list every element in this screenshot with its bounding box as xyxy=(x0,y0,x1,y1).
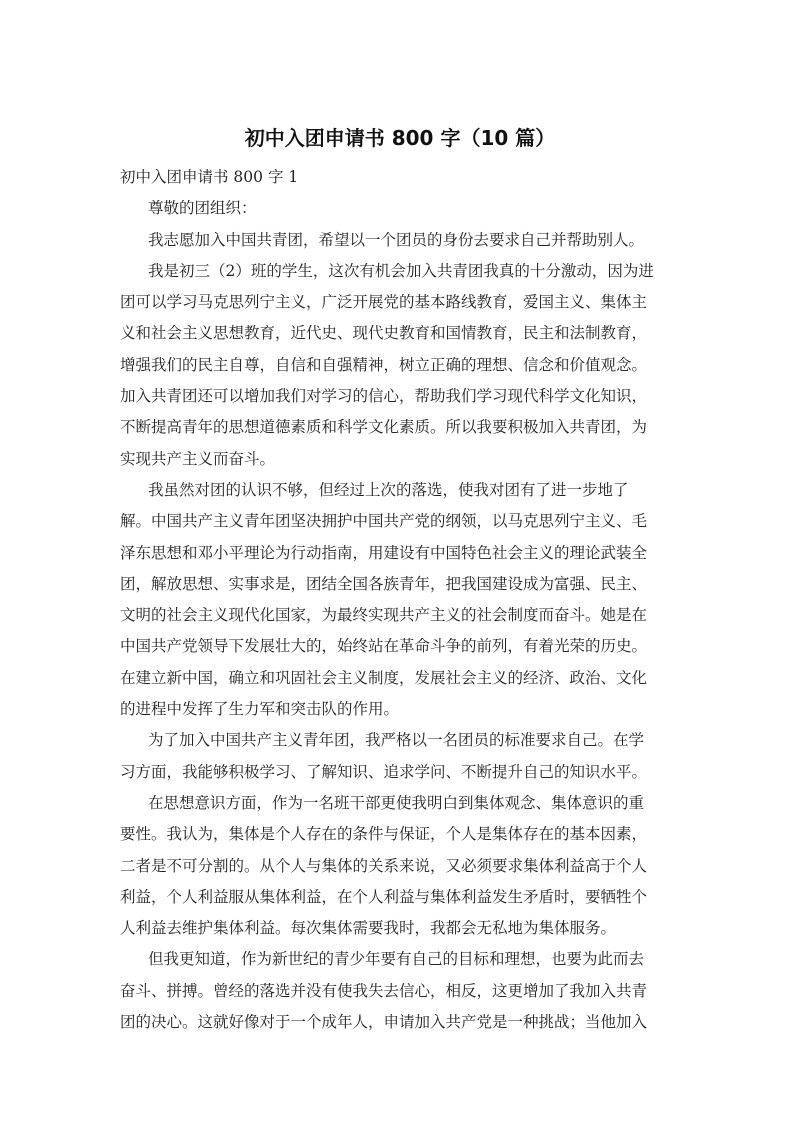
paragraph-line: 要性。我认为，集体是个人存在的条件与保证，个人是集体存在的基本因素， xyxy=(120,825,648,844)
paragraph-line: 义和社会主义思想教育，近代史、现代史教育和国情教育，民主和法制教育， xyxy=(120,324,648,343)
paragraph-line: 团的决心。这就好像对于一个成年人，申请加入共产党是一种挑战；当他加入 xyxy=(120,1013,648,1032)
paragraph-line: 但我更知道，作为新世纪的青少年要有自己的目标和理想，也要为此而去 xyxy=(148,950,645,969)
paragraph xyxy=(120,225,800,256)
paragraph-line: 习方面，我能够积极学习、了解知识、追求学问、不断提升自己的知识水平。 xyxy=(120,762,648,781)
paragraphs xyxy=(120,193,800,1038)
paragraph-line: 我虽然对团的认识不够，但经过上次的落选，使我对团有了进一步地了 xyxy=(148,480,629,499)
paragraph xyxy=(120,193,800,224)
document-title: 初中入团申请书 800 字（10 篇） xyxy=(244,126,556,150)
paragraph-line: 奋斗、拼搏。曾经的落选并没有使我失去信心，相反，这更增加了我加入共青 xyxy=(120,981,648,1000)
paragraph-line: 我志愿加入中国共青团，希望以一个团员的身份去要求自己并帮助别人。 xyxy=(148,230,645,249)
paragraph-line: 尊敬的团组织： xyxy=(148,199,257,218)
paragraph xyxy=(120,725,800,788)
paragraph-line: 人利益去维护集体利益。每次集体需要我时，我都会无私地为集体服务。 xyxy=(120,919,617,938)
paragraph xyxy=(120,788,800,944)
document-body xyxy=(120,162,800,1038)
section-heading: 初中入团申请书 800 字 1 xyxy=(120,168,299,186)
paragraph xyxy=(120,475,800,725)
paragraph xyxy=(120,256,800,475)
paragraph xyxy=(120,944,800,1038)
paragraph-line: 不断提高青年的思想道德素质和科学文化素质。所以我要积极加入共青团，为 xyxy=(120,418,648,437)
paragraph-line: 实现共产主义而奋斗。 xyxy=(120,449,276,468)
paragraph-line: 为了加入中国共产主义青年团，我严格以一名团员的标准要求自己。在学 xyxy=(148,731,645,750)
paragraph-line: 文明的社会主义现代化国家，为最终实现共产主义的社会制度而奋斗。她是在 xyxy=(120,606,648,625)
paragraph-line: 解。中国共产主义青年团坚决拥护中国共产党的纲领，以马克思列宁主义、毛 xyxy=(120,512,648,531)
paragraph-line: 二者是不可分割的。从个人与集体的关系来说，又必须要求集体利益高于个人 xyxy=(120,856,648,875)
paragraph-line: 泽东思想和邓小平理论为行动指南，用建设有中国特色社会主义的理论武装全 xyxy=(120,543,648,562)
paragraph-line: 增强我们的民主自尊，自信和自强精神，树立正确的理想、信念和价值观念。 xyxy=(120,355,648,374)
paragraph-line: 我是初三（2）班的学生，这次有机会加入共青团我真的十分激动，因为进 xyxy=(148,261,654,280)
paragraph-line: 利益，个人利益服从集体利益，在个人利益与集体利益发生矛盾时，要牺牲个 xyxy=(120,887,648,906)
paragraph-line: 中国共产党领导下发展壮大的，始终站在革命斗争的前列，有着光荣的历史。 xyxy=(120,637,648,656)
paragraph-line: 团可以学习马克思列宁主义，广泛开展党的基本路线教育，爱国主义、集体主 xyxy=(120,293,648,312)
paragraph-line: 团，解放思想、实事求是，团结全国各族青年，把我国建设成为富强、民主、 xyxy=(120,574,648,593)
paragraph-line: 在建立新中国，确立和巩固社会主义制度，发展社会主义的经济、政治、文化 xyxy=(120,668,648,687)
paragraph-line: 的进程中发挥了生力军和突击队的作用。 xyxy=(120,700,400,719)
paragraph-line: 加入共青团还可以增加我们对学习的信心，帮助我们学习现代科学文化知识， xyxy=(120,387,648,406)
paragraph-line: 在思想意识方面，作为一名班干部更使我明白到集体观念、集体意识的重 xyxy=(148,793,645,812)
